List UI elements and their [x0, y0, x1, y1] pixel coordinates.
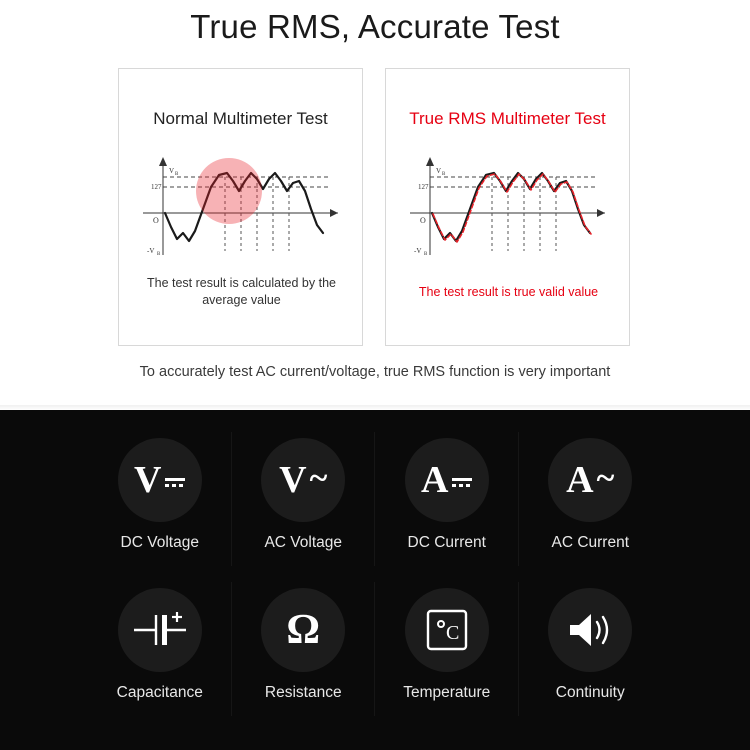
feature-label: DC Voltage [120, 534, 199, 551]
celsius-box-icon [424, 607, 470, 653]
feature-label: AC Voltage [264, 534, 343, 551]
capacitance-icon [118, 588, 202, 672]
temperature-icon [405, 588, 489, 672]
ohm-glyph: Ω [286, 607, 321, 653]
feature-ac-voltage[interactable] [232, 424, 376, 574]
resistance-icon [261, 588, 345, 672]
speaker-icon [566, 610, 614, 650]
page-title: True RMS, Accurate Test [190, 8, 560, 45]
panel-true-rms-multimeter [385, 68, 630, 346]
features-grid [88, 424, 662, 724]
feature-label: Capacitance [116, 684, 203, 701]
feature-label: DC Current [407, 534, 486, 551]
dc-mark-icon [165, 478, 185, 487]
svg-text:V: V [436, 167, 442, 175]
waveform-graph-true-rms [400, 147, 617, 269]
features-section [0, 410, 750, 750]
ac-current-glyph: A ~ [566, 459, 615, 501]
ac-voltage-icon [261, 438, 345, 522]
feature-label: AC Current [551, 534, 630, 551]
panel-normal-multimeter [118, 68, 363, 346]
dc-current-glyph: A [421, 461, 472, 499]
feature-temperature[interactable] [375, 574, 519, 724]
panel-caption-true-rms: The test result is true valid value [418, 285, 599, 300]
feature-label: Temperature [403, 684, 491, 701]
svg-text:O: O [153, 216, 159, 225]
svg-text:B: B [157, 252, 161, 257]
accuracy-note: To accurately test AC current/voltage, true RMS function is very important [139, 364, 611, 380]
svg-text:127: 127 [418, 183, 429, 191]
ac-current-icon [548, 438, 632, 522]
dc-mark-icon [452, 478, 472, 487]
comparison-panels [118, 68, 630, 346]
panel-caption-normal: The test result is calculated by the average value [147, 276, 336, 308]
panel-title-normal: Normal Multimeter Test [153, 109, 328, 128]
svg-text:-V: -V [147, 247, 155, 255]
svg-text:B: B [424, 252, 428, 257]
dc-current-icon [405, 438, 489, 522]
feature-capacitance[interactable] [88, 574, 232, 724]
waveform-graph-normal [133, 147, 350, 269]
feature-label: Resistance [264, 684, 342, 701]
feature-label: Continuity [555, 684, 625, 701]
svg-text:V: V [169, 167, 175, 175]
svg-text:C: C [445, 622, 460, 644]
svg-text:B: B [442, 172, 446, 177]
feature-dc-voltage[interactable] [88, 424, 232, 574]
svg-text:127: 127 [151, 183, 162, 191]
dc-voltage-icon [118, 438, 202, 522]
dc-voltage-glyph: V [134, 461, 185, 499]
panel-title-true-rms: True RMS Multimeter Test [409, 109, 606, 128]
capacitor-symbol-icon [132, 610, 188, 650]
svg-text:B: B [175, 172, 179, 177]
feature-ac-current[interactable] [519, 424, 663, 574]
waveform-svg-normal [133, 147, 350, 269]
svg-text:O: O [420, 216, 426, 225]
svg-text:-V: -V [414, 247, 422, 255]
waveform-svg-true-rms [400, 147, 617, 269]
continuity-icon [548, 588, 632, 672]
feature-dc-current[interactable] [375, 424, 519, 574]
feature-continuity[interactable] [519, 574, 663, 724]
ac-voltage-glyph: V ~ [279, 459, 328, 501]
feature-resistance[interactable] [232, 574, 376, 724]
